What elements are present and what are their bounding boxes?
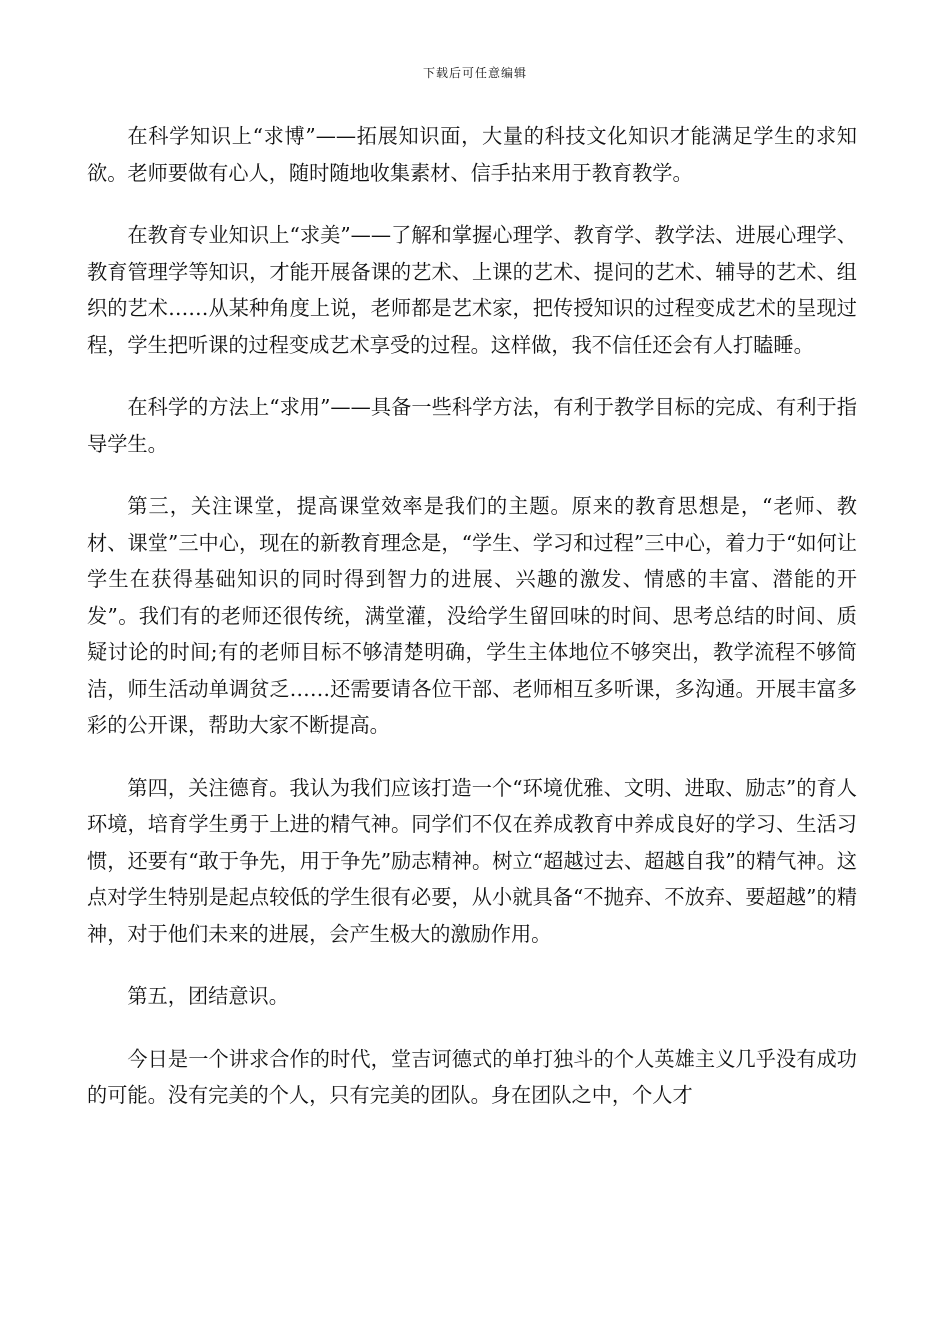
- paragraph-professional-knowledge: 在教育专业知识上“求美”——了解和掌握心理学、教育学、教学法、进展心理学、教育管理学等知识，才能开展备课的艺术、上课的艺术、提问的艺术、辅导的艺术、组织的艺术……从某种角度上说，老师都是艺术家，把传授知识的过程变成艺术的呈现过程，学生把听课的过程变成艺术享受的过程。这样做，我不信任还会有人打瞌睡。: [87, 223, 857, 357]
- paragraph-fourth-moral-education: 第四，关注德育。我认为我们应该打造一个“环境优雅、文明、进取、励志”的育人环境，培育学生勇于上进的精气神。同学们不仅在养成教育中养成良好的学习、生活习惯，还要有“敢于争先，用于争先”励志精神。树立“超越过去、超越自我”的精气神。这点对学生特别是起点较低的学生很有必要，从小就具备“不抛弃、不放弃、要超越”的精神，对于他们未来的进展，会产生极大的激励作用。: [87, 775, 857, 946]
- paragraph-third-classroom: 第三，关注课堂，提高课堂效率是我们的主题。原来的教育思想是，“老师、教材、课堂”三中心，现在的新教育理念是，“学生、学习和过程”三中心，着力于“如何让学生在获得基础知识的同时得到智力的进展、兴趣的激发、情感的丰富、潜能的开发”。我们有的老师还很传统，满堂灌，没给学生留回味的时间、思考总结的时间、质疑讨论的时间;有的老师目标不够清楚明确，学生主体地位不够突出，教学流程不够简洁，师生活动单调贫乏……还需要请各位干部、老师相互多听课，多沟通。开展丰富多彩的公开课，帮助大家不断提高。: [87, 494, 857, 737]
- paragraph-knowledge-breadth: 在科学知识上“求博”——拓展知识面，大量的科技文化知识才能满足学生的求知欲。老师要做有心人，随时随地收集素材、信手拈来用于教育教学。: [87, 124, 857, 185]
- document-body: [87, 118, 857, 1140]
- paragraph-scientific-method: 在科学的方法上“求用”——具备一些科学方法，有利于教学目标的完成、有利于指导学生。: [87, 395, 857, 456]
- page-header: 下载后可任意编辑: [422, 66, 527, 80]
- paragraph-cooperation-era: 今日是一个讲求合作的时代，堂吉诃德式的单打独斗的个人英雄主义几乎没有成功的可能。没有完美的个人，只有完美的团队。身在团队之中，个人才: [87, 1046, 857, 1107]
- paragraph-fifth-teamwork: 第五，团结意识。: [127, 984, 289, 1008]
